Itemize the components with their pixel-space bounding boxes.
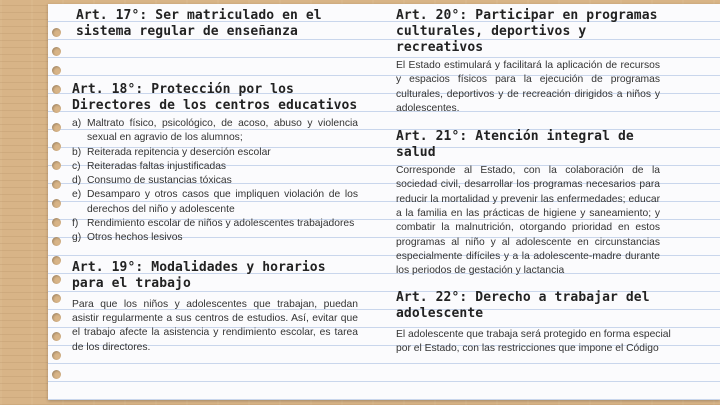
list-item	[72, 160, 358, 174]
art21-section	[396, 129, 660, 278]
binder-hole	[52, 104, 61, 113]
right-column	[396, 8, 671, 356]
list-marker: g)	[72, 232, 82, 244]
list-item-text: Desamparo y otros casos que impliquen violación de los derechos del niño y adolescente	[87, 189, 358, 215]
art20-section	[396, 8, 660, 116]
art21-title: Art. 21°: Atención integral de salud	[396, 129, 634, 161]
binder-hole	[52, 332, 61, 341]
binder-hole	[52, 351, 61, 360]
binder-hole	[52, 28, 61, 37]
list-item	[72, 188, 358, 217]
art22-title: Art. 22°: Derecho a trabajar del adolescente	[396, 289, 650, 321]
art19-section	[72, 260, 358, 355]
list-item	[72, 117, 358, 146]
art19-body: Para que los niños y adolescentes que trabajan, puedan asistir regularmente a sus centros de estudios. Así, evitar que el trabajo afecte la asistencia y rendimiento escolar, es tarea de los directores.	[72, 298, 358, 353]
list-item	[72, 146, 358, 160]
list-marker: f)	[72, 218, 79, 230]
binder-hole	[52, 180, 61, 189]
list-marker: c)	[72, 160, 81, 172]
binder-holes	[52, 28, 66, 388]
list-item-text: Maltrato físico, psicológico, de acoso, abuso y violencia sexual en agravio de los alumnos;	[87, 118, 358, 144]
art22-body: El adolescente que trabaja será protegido en forma especial por el Estado, con las restricciones que impone el Código	[396, 328, 671, 354]
left-column	[72, 8, 358, 355]
binder-hole	[52, 142, 61, 151]
list-marker: b)	[72, 146, 82, 158]
list-marker: d)	[72, 175, 82, 187]
list-item-text: Reiterada repitencia y deserción escolar	[87, 146, 271, 158]
binder-hole	[52, 161, 61, 170]
binder-hole	[52, 313, 61, 322]
binder-hole	[52, 294, 61, 303]
list-item	[72, 231, 358, 245]
binder-hole	[52, 218, 61, 227]
binder-hole	[52, 199, 61, 208]
art22-section	[396, 289, 671, 357]
art21-body: Corresponde al Estado, con la colaboración de la sociedad civil, desarrollar los programas necesarios para reducir la mortalidad y prevenir las enfermedades; educar a la familia en las prácticas de higiene y saneamiento; y combatir la malnutrición, otorgando prioridad en estos programas al niño y al adolescente en circunstancias especialmente difíciles y a la adolescente-madre durante los periodos de gestación y lactancia	[396, 165, 660, 277]
list-item-text: Rendimiento escolar de niños y adolescentes trabajadores	[87, 218, 355, 230]
list-item	[72, 217, 358, 231]
list-marker: a)	[72, 118, 82, 129]
list-item-text: Otros hechos lesivos	[87, 232, 183, 244]
art18-title: Art. 18°: Protección por los Directores de los centros educativos	[72, 82, 358, 113]
binder-hole	[52, 123, 61, 132]
list-item-text: Consumo de sustancias tóxicas	[87, 175, 232, 187]
binder-hole	[52, 370, 61, 379]
art20-body: El Estado estimulará y facilitará la aplicación de recursos y espacios físicos para la ejecución de programas culturales, deportivos y de recreación dirigidos a niños y adolescentes.	[396, 60, 660, 114]
binder-hole	[52, 275, 61, 284]
art18-list	[72, 117, 358, 246]
binder-hole	[52, 85, 61, 94]
binder-hole	[52, 256, 61, 265]
list-item-text: Reiteradas faltas injustificadas	[87, 160, 227, 172]
art19-title: Art. 19°: Modalidades y horarios para el trabajo	[72, 259, 326, 291]
art20-title: Art. 20°: Participar en programas culturales, deportivos y recreativos	[396, 8, 658, 55]
binder-hole	[52, 47, 61, 56]
art17-title: Art. 17°: Ser matriculado en el sistema regular de enseñanza	[76, 8, 322, 39]
list-item	[72, 174, 358, 188]
binder-hole	[52, 66, 61, 75]
binder-hole	[52, 237, 61, 246]
list-marker: e)	[72, 189, 82, 201]
art18-section	[72, 82, 358, 246]
art17-section	[76, 8, 358, 40]
